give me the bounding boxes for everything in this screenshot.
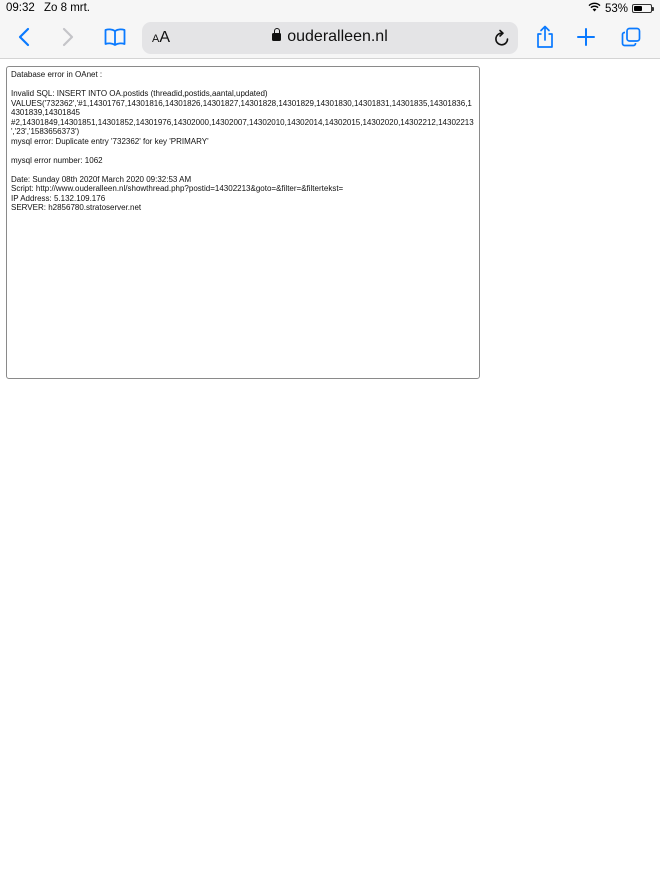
status-time: 09:32 [6, 2, 35, 14]
back-icon[interactable] [12, 17, 36, 57]
mysql-error-message: mysql error: Duplicate entry '732362' for key 'PRIMARY' [11, 136, 209, 146]
battery-percent: 53% [604, 2, 628, 15]
lock-icon [272, 33, 281, 41]
mysql-error-number: mysql error number: 1062 [11, 155, 103, 165]
address-bar[interactable] [142, 22, 518, 54]
share-icon[interactable] [533, 17, 557, 57]
error-server: SERVER: h2856780.stratoserver.net [11, 203, 142, 212]
forward-icon[interactable] [56, 17, 80, 57]
tabs-icon[interactable] [619, 17, 643, 57]
invalid-sql-text: Invalid SQL: INSERT INTO OA.postids (threadid,postids,aantal,updated) VALUES('732362','#1,14301767,14301816,14301826,14301827,14301828,14301829,14301830,14301831,14301835,14301836,14301839,14301845 #2,14301849,14301851,14301852,14301976,14302000,14302007,14302010,14302014,14302015,14302020,14302212,14302213 ','23','1583656373') [11, 89, 474, 136]
error-script-url: Script: http://www.ouderalleen.nl/showthread.php?postid=14302213&goto=&filter=&filtertekst= [11, 184, 344, 193]
error-ip-address: IP Address: 5.132.109.176 [11, 193, 106, 203]
url-display[interactable] [142, 28, 518, 46]
database-error-box [6, 66, 480, 379]
new-tab-icon[interactable] [575, 17, 597, 57]
battery-icon [632, 4, 652, 13]
browser-toolbar [0, 17, 660, 59]
status-bar [0, 0, 660, 17]
bookmarks-icon[interactable] [102, 17, 128, 57]
wifi-icon [588, 2, 601, 15]
battery-level [634, 6, 642, 11]
status-date: Zo 8 mrt. [44, 2, 91, 14]
text-size-button[interactable]: AA [152, 29, 171, 46]
url-domain: ouderalleen.nl [287, 28, 388, 45]
error-date: Date: Sunday 08th 2020f March 2020 09:32:53 AM [11, 174, 192, 184]
status-indicators [588, 2, 652, 15]
reload-icon[interactable] [494, 29, 510, 52]
error-heading: Database error in OAnet : [11, 70, 103, 79]
